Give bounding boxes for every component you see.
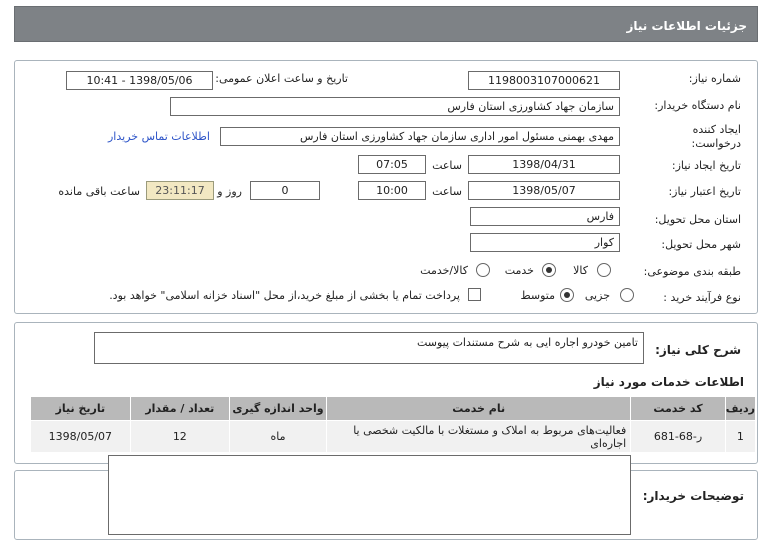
col-qty: تعداد / مقدار (130, 397, 229, 421)
validity-date-label: تاریخ اعتبار نیاز: (668, 185, 741, 198)
page-title: جزئیات اطلاعات نیاز (626, 19, 747, 33)
province-field: فارس (470, 207, 620, 226)
category-radio-goods-service[interactable] (476, 263, 490, 277)
buyer-contact-link[interactable]: اطلاعات تماس خریدار (108, 130, 210, 143)
city-label: شهر محل تحویل: (661, 238, 741, 251)
row-qty: 12 (130, 421, 229, 453)
requester-label-line1: ایجاد کننده (692, 123, 741, 136)
treasury-payment-note: پرداخت تمام یا بخشی از مبلغ خرید،از محل "اسناد خزانه اسلامی" خواهد بود. (109, 289, 460, 302)
need-number-field: 1198003107000621 (468, 71, 620, 90)
row-service-name: فعالیت‌های مربوط به املاک و مستغلات با مالکیت شخصی یا اجاره‌ای (327, 421, 631, 453)
validity-date-field: 1398/05/07 (468, 181, 620, 200)
process-option-minor: جزیی (584, 289, 610, 302)
category-option-goods-service: کالا/خدمت (420, 264, 468, 277)
category-label: طبقه بندی موضوعی: (643, 265, 741, 278)
created-date-label: تاریخ ایجاد نیاز: (671, 159, 741, 172)
services-title: اطلاعات خدمات مورد نیاز (593, 375, 744, 389)
process-radio-minor[interactable] (620, 288, 634, 302)
buyer-notes-field (108, 455, 631, 535)
buyer-org-label: نام دستگاه خریدار: (654, 99, 741, 112)
col-index: ردیف (725, 397, 755, 421)
city-field: کوار (470, 233, 620, 252)
description-label: شرح کلی نیاز: (655, 343, 741, 357)
category-option-service: خدمت (504, 264, 534, 277)
col-code: کد خدمت (631, 397, 726, 421)
services-table-header (31, 397, 756, 421)
buyer-org-field: سازمان جهاد کشاورزی استان فارس (170, 97, 620, 116)
col-name: نام خدمت (327, 397, 631, 421)
table-row (31, 421, 756, 453)
remaining-time-label: ساعت باقی مانده (58, 185, 140, 198)
created-date-field: 1398/04/31 (468, 155, 620, 174)
description-field: تامین خودرو اجاره ایی به شرح مستندات پیوست (94, 332, 644, 364)
created-time-label: ساعت (432, 159, 462, 172)
row-code: ر-68-681 (631, 421, 726, 453)
category-option-goods: کالا (573, 264, 588, 277)
requester-label-line2: درخواست: (691, 137, 741, 150)
process-type-label: نوع فرآیند خرید : (663, 291, 741, 304)
row-date: 1398/05/07 (31, 421, 131, 453)
process-radio-medium[interactable] (560, 288, 574, 302)
validity-time-label: ساعت (432, 185, 462, 198)
remaining-time-field: 23:11:17 (146, 181, 214, 200)
buyer-notes-label: توضیحات خریدار: (642, 489, 744, 503)
category-radio-service[interactable] (542, 263, 556, 277)
services-table (30, 396, 756, 453)
col-unit: واحد اندازه گیری (229, 397, 326, 421)
announce-datetime-field: 1398/05/06 - 10:41 (66, 71, 213, 90)
province-label: استان محل تحویل: (654, 213, 741, 226)
requester-field: مهدی بهمنی مسئول امور اداری سازمان جهاد کشاورزی استان فارس (220, 127, 620, 146)
validity-time-field: 10:00 (358, 181, 426, 200)
col-date: تاریخ نیاز (31, 397, 131, 421)
announce-datetime-label: تاریخ و ساعت اعلان عمومی: (215, 72, 348, 85)
page-header (14, 6, 758, 42)
row-index: 1 (725, 421, 755, 453)
remaining-days-field: 0 (250, 181, 320, 200)
category-radio-goods[interactable] (597, 263, 611, 277)
row-unit: ماه (229, 421, 326, 453)
need-number-label: شماره نیاز: (688, 72, 741, 85)
remaining-days-label: روز و (217, 185, 242, 198)
created-time-field: 07:05 (358, 155, 426, 174)
process-option-medium: متوسط (520, 289, 555, 302)
treasury-payment-checkbox[interactable] (468, 288, 481, 301)
